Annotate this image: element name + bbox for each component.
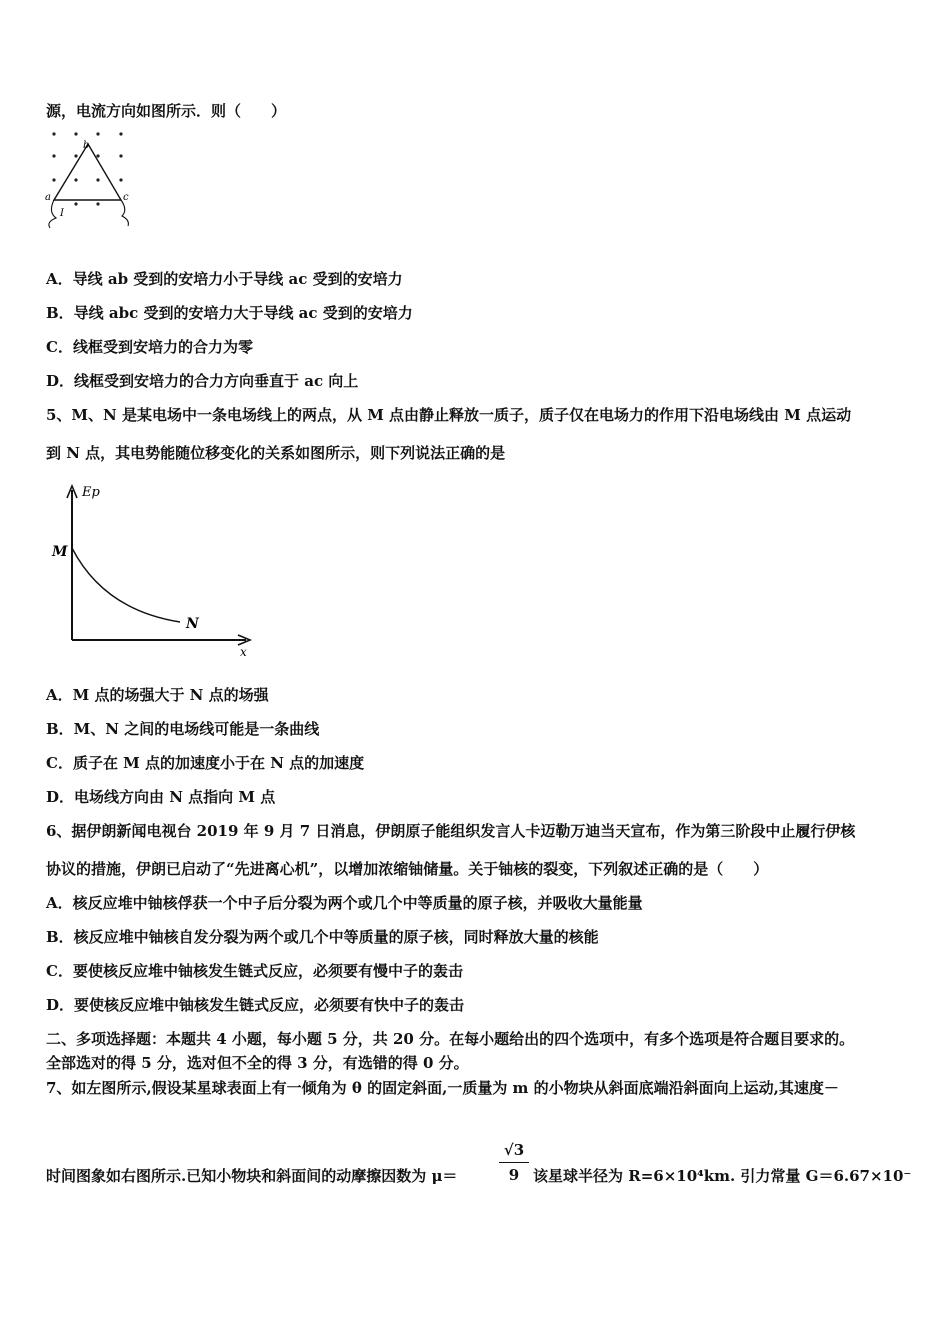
section2-line1: 二、多项选择题：本题共 4 小题，每小题 5 分，共 20 分。在每小题给出的四个选项中，有多个选项是符合题目要求的。 xyxy=(46,1030,855,1048)
q5-option-b: B．M、N 之间的电场线可能是一条曲线 xyxy=(46,720,320,738)
q6-option-a: A．核反应堆中铀核俘获一个中子后分裂为两个或几个中等质量的原子核，并吸收大量能量 xyxy=(46,894,643,912)
field-dot xyxy=(96,178,99,181)
field-dot xyxy=(74,202,77,205)
field-dot xyxy=(119,132,122,135)
field-dot xyxy=(96,154,99,157)
lead-wire-left xyxy=(49,200,56,228)
q5-option-c: C．质子在 M 点的加速度小于在 N 点的加速度 xyxy=(46,754,365,772)
q6-option-b: B．核反应堆中铀核自发分裂为两个或几个中等质量的原子核，同时释放大量的核能 xyxy=(46,928,599,946)
mu-fraction-numerator: √3 xyxy=(503,1141,525,1159)
q4-option-d: D．线框受到安培力的合力方向垂直于 ac 向上 xyxy=(46,372,359,390)
field-dot xyxy=(74,132,77,135)
q6-option-d: D．要使核反应堆中铀核发生链式反应，必须要有快中子的轰击 xyxy=(46,996,465,1014)
triangle-wire xyxy=(54,144,121,200)
label-b: b xyxy=(83,140,90,151)
field-dot xyxy=(52,178,55,181)
q5-stem-line1: 5、M、N 是某电场中一条电场线上的两点，从 M 点由静止释放一质子，质子仅在电场力的作用下沿电场线由 M 点运动 xyxy=(46,406,852,424)
field-dot xyxy=(52,154,55,157)
field-dot xyxy=(74,154,77,157)
y-axis-label: Ep xyxy=(82,485,100,500)
lead-wire-right xyxy=(121,200,128,226)
q4-option-b: B．导线 abc 受到的安培力大于导线 ac 受到的安培力 xyxy=(46,304,413,322)
q4-option-c: C．线框受到安培力的合力为零 xyxy=(46,338,253,356)
q5-option-d: D．电场线方向由 N 点指向 M 点 xyxy=(46,788,276,806)
q7-stem-line1: 7、如左图所示,假设某星球表面上有一倾角为 θ 的固定斜面,一质量为 m 的小物块从斜面底端沿斜面向上运动,其速度－ xyxy=(46,1079,839,1097)
ep-curve xyxy=(72,548,180,622)
q4-triangle-figure xyxy=(42,126,142,230)
q4-intro: 源，电流方向如图所示．则（ ） xyxy=(46,102,287,120)
field-dot xyxy=(74,178,77,181)
label-a: a xyxy=(45,192,51,203)
section2-line2: 全部选对的得 5 分，选对但不全的得 3 分，有选错的得 0 分。 xyxy=(46,1054,469,1072)
field-dot xyxy=(96,132,99,135)
field-dot xyxy=(119,178,122,181)
field-dot xyxy=(52,132,55,135)
mu-fraction-denominator: 9 xyxy=(508,1166,520,1184)
q7-stem-line2-end: 该星球半径为 R=6×10⁴km. 引力常量 G＝6.67×10⁻ xyxy=(533,1167,912,1185)
fraction-bar xyxy=(499,1162,529,1163)
q5-option-a: A．M 点的场强大于 N 点的场强 xyxy=(46,686,269,704)
label-c: c xyxy=(123,192,129,203)
q7-stem-line2-start: 时间图象如右图所示.已知小物块和斜面间的动摩擦因数为 μ＝ xyxy=(46,1167,458,1185)
field-dot xyxy=(96,202,99,205)
q5-ep-x-graph xyxy=(44,482,260,660)
field-dot xyxy=(119,154,122,157)
q5-stem-line2: 到 N 点，其电势能随位移变化的关系如图所示，则下列说法正确的是 xyxy=(46,444,506,462)
mu-fraction xyxy=(499,1140,529,1185)
x-axis-label: x xyxy=(240,645,247,659)
q6-option-c: C．要使核反应堆中铀核发生链式反应，必须要有慢中子的轰击 xyxy=(46,962,463,980)
point-m-label: M xyxy=(52,544,68,560)
q6-stem-line1: 6、据伊朗新闻电视台 2019 年 9 月 7 日消息，伊朗原子能组织发言人卡迈勒万迪当天宣布，作为第三阶段中止履行伊核 xyxy=(46,822,856,840)
q4-option-a: A．导线 ab 受到的安培力小于导线 ac 受到的安培力 xyxy=(46,270,403,288)
q6-stem-line2: 协议的措施，伊朗已启动了“先进离心机”，以增加浓缩铀储量。关于铀核的裂变，下列叙述正确的是（ ） xyxy=(46,860,769,878)
label-current: I xyxy=(60,208,64,219)
point-n-label: N xyxy=(186,616,199,632)
